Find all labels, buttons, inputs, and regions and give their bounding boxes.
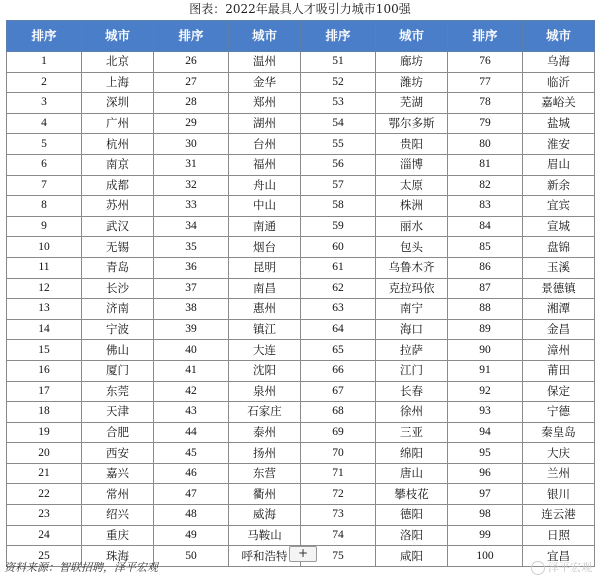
city-cell[interactable]: 武汉: [82, 216, 154, 237]
city-cell[interactable]: 保定: [523, 381, 595, 402]
rank-cell[interactable]: 37: [154, 278, 229, 299]
city-cell[interactable]: 泰州: [229, 422, 301, 443]
rank-cell[interactable]: 76: [448, 52, 523, 73]
rank-cell[interactable]: 81: [448, 154, 523, 175]
rank-cell[interactable]: 70: [301, 443, 376, 464]
city-cell[interactable]: 沈阳: [229, 360, 301, 381]
city-cell[interactable]: 济南: [82, 299, 154, 320]
city-cell[interactable]: 嘉峪关: [523, 93, 595, 114]
rank-cell[interactable]: 94: [448, 422, 523, 443]
table-row: [7, 175, 595, 196]
table-row: [7, 484, 595, 505]
rank-cell[interactable]: 24: [7, 525, 82, 546]
rank-cell[interactable]: 97: [448, 484, 523, 505]
header-rank-3: 排序: [301, 21, 376, 52]
city-cell[interactable]: 上海: [82, 72, 154, 93]
city-cell[interactable]: 南宁: [376, 299, 448, 320]
city-cell[interactable]: 宜昌: [523, 546, 595, 567]
city-cell[interactable]: 株洲: [376, 196, 448, 217]
rank-cell[interactable]: 7: [7, 175, 82, 196]
rank-cell[interactable]: 5: [7, 134, 82, 155]
city-cell[interactable]: 温州: [229, 52, 301, 73]
rank-cell[interactable]: 22: [7, 484, 82, 505]
table-row: [7, 216, 595, 237]
table-row: [7, 113, 595, 134]
city-cell[interactable]: 莆田: [523, 360, 595, 381]
city-cell[interactable]: 杭州: [82, 134, 154, 155]
city-cell[interactable]: 扬州: [229, 443, 301, 464]
city-cell[interactable]: 宜宾: [523, 196, 595, 217]
rank-cell[interactable]: 28: [154, 93, 229, 114]
city-cell[interactable]: 东营: [229, 463, 301, 484]
city-cell[interactable]: 咸阳: [376, 546, 448, 567]
rank-cell[interactable]: 90: [448, 340, 523, 361]
city-cell[interactable]: 泉州: [229, 381, 301, 402]
rank-cell[interactable]: 50: [154, 546, 229, 567]
city-cell[interactable]: 舟山: [229, 175, 301, 196]
city-cell[interactable]: 兰州: [523, 463, 595, 484]
city-cell[interactable]: 绵阳: [376, 443, 448, 464]
table-row: [7, 52, 595, 73]
table-row: [7, 299, 595, 320]
city-cell[interactable]: 玉溪: [523, 257, 595, 278]
city-cell[interactable]: 绍兴: [82, 505, 154, 526]
city-cell[interactable]: 无锡: [82, 237, 154, 258]
rank-cell[interactable]: 98: [448, 505, 523, 526]
table-row: [7, 257, 595, 278]
rank-cell[interactable]: 46: [154, 463, 229, 484]
rank-cell[interactable]: 89: [448, 319, 523, 340]
city-cell[interactable]: 拉萨: [376, 340, 448, 361]
rank-cell[interactable]: 26: [154, 52, 229, 73]
city-cell[interactable]: 连云港: [523, 505, 595, 526]
rank-cell[interactable]: 99: [448, 525, 523, 546]
city-cell[interactable]: 宣城: [523, 216, 595, 237]
city-cell[interactable]: 长春: [376, 381, 448, 402]
city-cell[interactable]: 宁德: [523, 402, 595, 423]
rank-cell[interactable]: 79: [448, 113, 523, 134]
city-cell[interactable]: 佛山: [82, 340, 154, 361]
rank-cell[interactable]: 19: [7, 422, 82, 443]
table-row: [7, 381, 595, 402]
rank-cell[interactable]: 47: [154, 484, 229, 505]
table-row: [7, 525, 595, 546]
rank-cell[interactable]: 54: [301, 113, 376, 134]
rank-cell[interactable]: 49: [154, 525, 229, 546]
table-row: [7, 505, 595, 526]
rank-cell[interactable]: 1: [7, 52, 82, 73]
city-cell[interactable]: 丽水: [376, 216, 448, 237]
city-cell[interactable]: 成都: [82, 175, 154, 196]
rank-cell[interactable]: 72: [301, 484, 376, 505]
rank-cell[interactable]: 71: [301, 463, 376, 484]
rank-cell[interactable]: 21: [7, 463, 82, 484]
rank-cell[interactable]: 83: [448, 196, 523, 217]
rank-cell[interactable]: 34: [154, 216, 229, 237]
rank-cell[interactable]: 96: [448, 463, 523, 484]
city-cell[interactable]: 日照: [523, 525, 595, 546]
rank-cell[interactable]: 38: [154, 299, 229, 320]
rank-cell[interactable]: 56: [301, 154, 376, 175]
city-cell[interactable]: 中山: [229, 196, 301, 217]
city-cell[interactable]: 郑州: [229, 93, 301, 114]
rank-cell[interactable]: 87: [448, 278, 523, 299]
city-cell[interactable]: 西安: [82, 443, 154, 464]
city-cell[interactable]: 乌海: [523, 52, 595, 73]
city-cell[interactable]: 盘锦: [523, 237, 595, 258]
city-cell[interactable]: 嘉兴: [82, 463, 154, 484]
rank-cell[interactable]: 44: [154, 422, 229, 443]
header-rank-1: 排序: [7, 21, 82, 52]
rank-cell[interactable]: 65: [301, 340, 376, 361]
city-cell[interactable]: 北京: [82, 52, 154, 73]
city-cell[interactable]: 太原: [376, 175, 448, 196]
table-row: [7, 278, 595, 299]
table-row: [7, 319, 595, 340]
rank-cell[interactable]: 80: [448, 134, 523, 155]
table-row: [7, 196, 595, 217]
rank-cell[interactable]: 95: [448, 443, 523, 464]
rank-cell[interactable]: 48: [154, 505, 229, 526]
rank-cell[interactable]: 10: [7, 237, 82, 258]
city-cell[interactable]: 马鞍山: [229, 525, 301, 546]
city-cell[interactable]: 天津: [82, 402, 154, 423]
rank-cell[interactable]: 67: [301, 381, 376, 402]
city-cell[interactable]: 惠州: [229, 299, 301, 320]
rank-cell[interactable]: 68: [301, 402, 376, 423]
city-cell[interactable]: 金昌: [523, 319, 595, 340]
city-cell[interactable]: 衢州: [229, 484, 301, 505]
watermark-text: 泽平宏观: [548, 561, 592, 574]
rank-cell[interactable]: 91: [448, 360, 523, 381]
rank-cell[interactable]: 27: [154, 72, 229, 93]
watermark-icon: [531, 561, 545, 575]
city-cell[interactable]: 景德镇: [523, 278, 595, 299]
rank-cell[interactable]: 25: [7, 546, 82, 567]
rank-cell[interactable]: 18: [7, 402, 82, 423]
city-cell[interactable]: 南通: [229, 216, 301, 237]
city-cell[interactable]: 深圳: [82, 93, 154, 114]
city-cell[interactable]: 江门: [376, 360, 448, 381]
rank-cell[interactable]: 14: [7, 319, 82, 340]
rank-cell[interactable]: 43: [154, 402, 229, 423]
rank-cell[interactable]: 15: [7, 340, 82, 361]
city-cell[interactable]: 厦门: [82, 360, 154, 381]
city-cell[interactable]: 德阳: [376, 505, 448, 526]
city-cell[interactable]: 鄂尔多斯: [376, 113, 448, 134]
rank-cell[interactable]: 92: [448, 381, 523, 402]
table-row: [7, 422, 595, 443]
add-row-button[interactable]: +: [289, 546, 317, 562]
rank-cell[interactable]: 9: [7, 216, 82, 237]
table-row: [7, 402, 595, 423]
table-row: [7, 360, 595, 381]
rank-cell[interactable]: 59: [301, 216, 376, 237]
rank-cell[interactable]: 58: [301, 196, 376, 217]
city-cell[interactable]: 台州: [229, 134, 301, 155]
table-title: 图表：2022年最具人才吸引力城市100强: [189, 2, 411, 16]
rank-cell[interactable]: 93: [448, 402, 523, 423]
rank-cell[interactable]: 12: [7, 278, 82, 299]
rank-cell[interactable]: 2: [7, 72, 82, 93]
city-cell[interactable]: 攀枝花: [376, 484, 448, 505]
rank-cell[interactable]: 66: [301, 360, 376, 381]
rank-cell[interactable]: 4: [7, 113, 82, 134]
city-cell[interactable]: 乌鲁木齐: [376, 257, 448, 278]
city-cell[interactable]: 珠海: [82, 546, 154, 567]
city-cell[interactable]: 临沂: [523, 72, 595, 93]
rank-cell[interactable]: 82: [448, 175, 523, 196]
rank-cell[interactable]: 100: [448, 546, 523, 567]
rank-cell[interactable]: 36: [154, 257, 229, 278]
city-cell[interactable]: 合肥: [82, 422, 154, 443]
city-cell[interactable]: 三亚: [376, 422, 448, 443]
rank-cell[interactable]: 32: [154, 175, 229, 196]
rank-cell[interactable]: 52: [301, 72, 376, 93]
city-cell[interactable]: 呼和浩特: [229, 546, 301, 567]
rank-cell[interactable]: 57: [301, 175, 376, 196]
rank-cell[interactable]: 60: [301, 237, 376, 258]
rank-cell[interactable]: 84: [448, 216, 523, 237]
table-row: [7, 72, 595, 93]
rank-cell[interactable]: 31: [154, 154, 229, 175]
ranking-table: [6, 20, 595, 567]
rank-cell[interactable]: 69: [301, 422, 376, 443]
rank-cell[interactable]: 3: [7, 93, 82, 114]
rank-cell[interactable]: 40: [154, 340, 229, 361]
city-cell[interactable]: 东莞: [82, 381, 154, 402]
city-cell[interactable]: 芜湖: [376, 93, 448, 114]
table-row: [7, 154, 595, 175]
city-cell[interactable]: 湖州: [229, 113, 301, 134]
city-cell[interactable]: 重庆: [82, 525, 154, 546]
rank-cell[interactable]: 85: [448, 237, 523, 258]
city-cell[interactable]: 廊坊: [376, 52, 448, 73]
header-city-2: 城市: [229, 21, 301, 52]
watermark: [531, 559, 592, 577]
rank-cell[interactable]: 41: [154, 360, 229, 381]
city-cell[interactable]: 洛阳: [376, 525, 448, 546]
rank-cell[interactable]: 74: [301, 525, 376, 546]
rank-cell[interactable]: 39: [154, 319, 229, 340]
city-cell[interactable]: 昆明: [229, 257, 301, 278]
city-cell[interactable]: 漳州: [523, 340, 595, 361]
rank-cell[interactable]: 62: [301, 278, 376, 299]
table-body: [7, 52, 595, 567]
city-cell[interactable]: 大庆: [523, 443, 595, 464]
rank-cell[interactable]: 33: [154, 196, 229, 217]
city-cell[interactable]: 长沙: [82, 278, 154, 299]
city-cell[interactable]: 苏州: [82, 196, 154, 217]
rank-cell[interactable]: 86: [448, 257, 523, 278]
rank-cell[interactable]: 42: [154, 381, 229, 402]
rank-cell[interactable]: 73: [301, 505, 376, 526]
rank-cell[interactable]: 16: [7, 360, 82, 381]
city-cell[interactable]: 银川: [523, 484, 595, 505]
city-cell[interactable]: 广州: [82, 113, 154, 134]
city-cell[interactable]: 潍坊: [376, 72, 448, 93]
city-cell[interactable]: 包头: [376, 237, 448, 258]
header-rank-2: 排序: [154, 21, 229, 52]
rank-cell[interactable]: 64: [301, 319, 376, 340]
city-cell[interactable]: 眉山: [523, 154, 595, 175]
header-rank-4: 排序: [448, 21, 523, 52]
city-cell[interactable]: 新余: [523, 175, 595, 196]
rank-cell[interactable]: 20: [7, 443, 82, 464]
city-cell[interactable]: 唐山: [376, 463, 448, 484]
table-row: [7, 463, 595, 484]
rank-cell[interactable]: 55: [301, 134, 376, 155]
source-note: 资料来源：智联招聘，泽平宏观: [4, 561, 158, 574]
city-cell[interactable]: 烟台: [229, 237, 301, 258]
rank-cell[interactable]: 77: [448, 72, 523, 93]
rank-cell[interactable]: 88: [448, 299, 523, 320]
rank-cell[interactable]: 13: [7, 299, 82, 320]
city-cell[interactable]: 宁波: [82, 319, 154, 340]
rank-cell[interactable]: 8: [7, 196, 82, 217]
city-cell[interactable]: 盐城: [523, 113, 595, 134]
header-city-1: 城市: [82, 21, 154, 52]
rank-cell[interactable]: 53: [301, 93, 376, 114]
city-cell[interactable]: 南昌: [229, 278, 301, 299]
rank-cell[interactable]: 6: [7, 154, 82, 175]
city-cell[interactable]: 南京: [82, 154, 154, 175]
city-cell[interactable]: 常州: [82, 484, 154, 505]
city-cell[interactable]: 青岛: [82, 257, 154, 278]
city-cell[interactable]: 秦皇岛: [523, 422, 595, 443]
rank-cell[interactable]: 11: [7, 257, 82, 278]
city-cell[interactable]: 大连: [229, 340, 301, 361]
table-row: [7, 340, 595, 361]
rank-cell[interactable]: 17: [7, 381, 82, 402]
rank-cell[interactable]: 35: [154, 237, 229, 258]
rank-cell[interactable]: 63: [301, 299, 376, 320]
table-row: [7, 443, 595, 464]
rank-cell[interactable]: 23: [7, 505, 82, 526]
table-row: [7, 237, 595, 258]
header-city-3: 城市: [376, 21, 448, 52]
table-row: [7, 134, 595, 155]
header-city-4: 城市: [523, 21, 595, 52]
city-cell[interactable]: 镇江: [229, 319, 301, 340]
rank-cell[interactable]: 30: [154, 134, 229, 155]
city-cell[interactable]: 海口: [376, 319, 448, 340]
rank-cell[interactable]: 75: [301, 546, 376, 567]
table-row: [7, 93, 595, 114]
rank-cell[interactable]: 78: [448, 93, 523, 114]
rank-cell[interactable]: 51: [301, 52, 376, 73]
city-cell[interactable]: 石家庄: [229, 402, 301, 423]
city-cell[interactable]: 淮安: [523, 134, 595, 155]
city-cell[interactable]: 威海: [229, 505, 301, 526]
city-cell[interactable]: 福州: [229, 154, 301, 175]
city-cell[interactable]: 克拉玛依: [376, 278, 448, 299]
header-row: [7, 21, 595, 52]
rank-cell[interactable]: 29: [154, 113, 229, 134]
city-cell[interactable]: 贵阳: [376, 134, 448, 155]
city-cell[interactable]: 金华: [229, 72, 301, 93]
rank-cell[interactable]: 45: [154, 443, 229, 464]
city-cell[interactable]: 淄博: [376, 154, 448, 175]
city-cell[interactable]: 徐州: [376, 402, 448, 423]
city-cell[interactable]: 湘潭: [523, 299, 595, 320]
rank-cell[interactable]: 61: [301, 257, 376, 278]
